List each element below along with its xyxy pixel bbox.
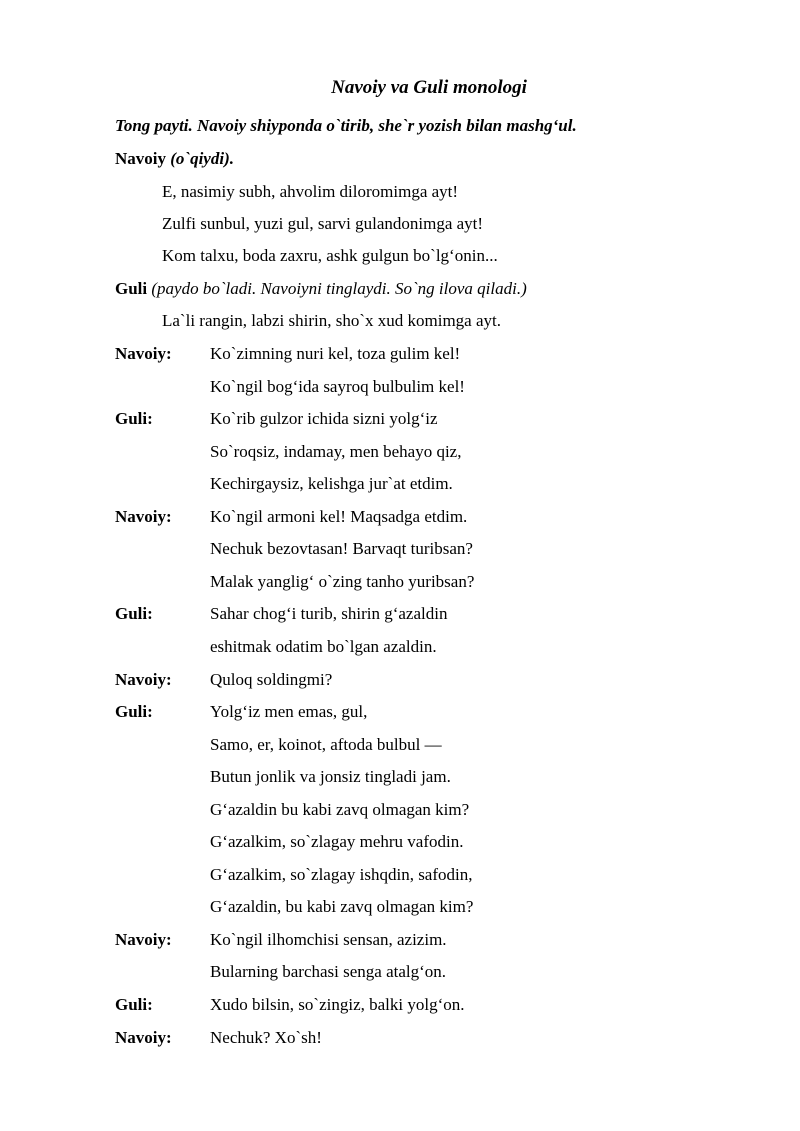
speaker-label: Guli: bbox=[115, 702, 153, 721]
dialogue-line bbox=[0, 636, 800, 658]
dialogue-line bbox=[0, 473, 800, 495]
speaker-label: Guli: bbox=[115, 604, 153, 623]
verse-text: Ko`ngil ilhomchisi sensan, azizim. bbox=[210, 930, 447, 949]
verse-text: G‘azaldin, bu kabi zavq olmagan kim? bbox=[210, 897, 474, 916]
dialogue-line bbox=[0, 734, 800, 756]
verse-text: Samo, er, koinot, aftoda bulbul — bbox=[210, 735, 442, 754]
speaker-direction: (paydo bo`ladi. Navoiyni tinglaydi. So`ng ilova qiladi.) bbox=[151, 279, 527, 298]
dialogue-line bbox=[0, 929, 800, 951]
speaker-name: Navoiy bbox=[115, 149, 166, 168]
dialogue-line bbox=[0, 538, 800, 560]
verse-text: Ko`ngil bog‘ida sayroq bulbulim kel! bbox=[210, 377, 465, 396]
dialogue-line bbox=[0, 864, 800, 886]
verse-text: Yolg‘iz men emas, gul, bbox=[210, 702, 368, 721]
verse-text: Ko`rib gulzor ichida sizni yolg‘iz bbox=[210, 409, 438, 428]
verse-text: G‘azaldin bu kabi zavq olmagan kim? bbox=[210, 800, 470, 819]
dialogue-line bbox=[0, 603, 800, 625]
verse-text: Xudo bilsin, so`zingiz, balki yolg‘on. bbox=[210, 995, 465, 1014]
dialogue-line bbox=[0, 701, 800, 723]
verse-text: Nechuk? Xo`sh! bbox=[210, 1028, 322, 1047]
verse-text: Nechuk bezovtasan! Barvaqt turibsan? bbox=[210, 539, 473, 558]
verse-text: Malak yanglig‘ o`zing tanho yuribsan? bbox=[210, 572, 475, 591]
dialogue-line bbox=[0, 376, 800, 398]
verse-text: Quloq soldingmi? bbox=[210, 670, 333, 689]
verse-line: Zulfi sunbul, yuzi gul, sarvi gulandonimga ayt! bbox=[162, 214, 484, 233]
dialogue-line bbox=[0, 831, 800, 853]
verse-text: eshitmak odatim bo`lgan azaldin. bbox=[210, 637, 437, 656]
page-title: Navoiy va Guli monologi bbox=[331, 77, 527, 98]
intro2-heading bbox=[0, 278, 800, 300]
speaker-name: Guli bbox=[115, 279, 148, 298]
stage-direction: Tong payti. Navoiy shiyponda o`tirib, she`r yozish bilan mashg‘ul. bbox=[115, 116, 577, 135]
verse-line: La`li rangin, labzi shirin, sho`x xud komimga ayt. bbox=[162, 311, 501, 330]
speaker-label: Navoiy: bbox=[115, 1028, 172, 1047]
dialogue-line bbox=[0, 961, 800, 983]
verse-text: Sahar chog‘i turib, shirin g‘azaldin bbox=[210, 604, 448, 623]
speaker-label: Guli: bbox=[115, 995, 153, 1014]
verse-text: Ko`ngil armoni kel! Maqsadga etdim. bbox=[210, 507, 468, 526]
speaker-label: Navoiy: bbox=[115, 344, 172, 363]
verse-text: Ko`zimning nuri kel, toza gulim kel! bbox=[210, 344, 461, 363]
dialogue-line bbox=[0, 441, 800, 463]
dialogue-line bbox=[0, 766, 800, 788]
verse-text: Kechirgaysiz, kelishga jur`at etdim. bbox=[210, 474, 453, 493]
verse-text: So`roqsiz, indamay, men behayo qiz, bbox=[210, 442, 462, 461]
dialogue-line bbox=[0, 1027, 800, 1049]
stage-direction-line bbox=[0, 115, 800, 137]
speaker-direction: (o`qiydi). bbox=[170, 149, 234, 168]
dialogue-line bbox=[0, 896, 800, 918]
speaker-label: Navoiy: bbox=[115, 930, 172, 949]
verse-text: Butun jonlik va jonsiz tingladi jam. bbox=[210, 767, 451, 786]
dialogue-line bbox=[0, 506, 800, 528]
verse-text: Bularning barchasi senga atalg‘on. bbox=[210, 962, 447, 981]
dialogue-line bbox=[0, 799, 800, 821]
intro1-heading bbox=[0, 148, 800, 170]
dialogue-line bbox=[0, 669, 800, 691]
dialogue-line bbox=[0, 571, 800, 593]
verse-text: G‘azalkim, so`zlagay ishqdin, safodin, bbox=[210, 865, 473, 884]
speaker-label: Navoiy: bbox=[115, 670, 172, 689]
dialogue-line bbox=[0, 408, 800, 430]
verse-text: G‘azalkim, so`zlagay mehru vafodin. bbox=[210, 832, 464, 851]
speaker-label: Navoiy: bbox=[115, 507, 172, 526]
dialogue-line bbox=[0, 343, 800, 365]
dialogue-line bbox=[0, 994, 800, 1016]
verse-line: E, nasimiy subh, ahvolim diloromimga ayt! bbox=[162, 182, 459, 201]
speaker-label: Guli: bbox=[115, 409, 153, 428]
verse-line: Kom talxu, boda zaxru, ashk gulgun bo`lg‘onin... bbox=[162, 246, 498, 265]
